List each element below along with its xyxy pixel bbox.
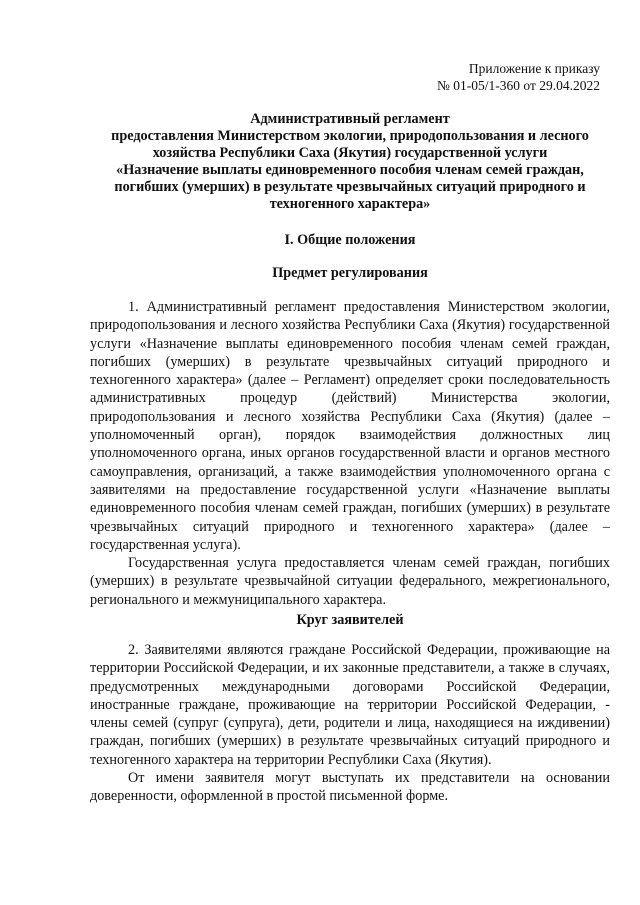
annex-line-2: № 01-05/1-360 от 29.04.2022 <box>437 78 600 93</box>
paragraph-2: 2. Заявителями являются граждане Российской Федерации, проживающие на территории Российской Федерации, и их законные представители, а также в случаях, предусмотренных международными договорами Российской Федерации, иностранные граждане, проживающие на территории Российской Федерации, - члены семей (супруг (супруга), дети, родители и лица, находящиеся на иждивении) граждан, погибших (умерших) в результате чрезвычайных ситуаций природного и техногенного характера на территории Республики Саха (Якутия). <box>90 642 610 768</box>
annex-reference <box>437 60 600 94</box>
document-page <box>90 0 610 905</box>
title-line-5: погибших (умерших) в результате чрезвычайных ситуаций природного и <box>114 179 586 195</box>
section2-body <box>90 641 610 806</box>
subsection-heading-applicants: Круг заявителей <box>296 612 404 628</box>
section1-body <box>90 298 610 609</box>
paragraph-1-continuation: Государственная услуга предоставляется членам семей граждан, погибших (умерших) в результате чрезвычайной ситуации федерального, межрегионального, регионального и межмуниципального характера. <box>90 555 610 608</box>
subsection-heading-subject: Предмет регулирования <box>272 265 428 281</box>
title-line-1: Административный регламент <box>250 111 450 127</box>
section-heading-general: I. Общие положения <box>284 232 416 248</box>
paragraph-1: 1. Административный регламент предоставления Министерством экологии, природопользования и лесного хозяйства Республики Саха (Якутия) государственной услуги «Назначение выплаты единовременного пособия членам семей граждан, погибших (умерших) в результате чрезвычайных ситуаций природного и техногенного характера» (далее – Регламент) определяет сроки последовательность административных процедур (действий) Министерства экологии, природопользования и лесного хозяйства Республики Саха (Якутия) (далее – уполномоченный орган), порядок взаимодействия должностных лиц уполномоченного органа, иных органов государственной власти и органов местного самоуправления, организаций, а также взаимодействия уполномоченного органа с заявителями на предоставление государственной услуги «Назначение выплаты единовременного пособия членам семей граждан, погибших (умерших) в результате чрезвычайных ситуаций природного и техногенного характера» (далее – государственная услуга). <box>90 299 610 553</box>
title-line-3: хозяйства Республики Саха (Якутия) государственной услуги <box>152 145 548 161</box>
annex-line-1: Приложение к приказу <box>468 61 600 76</box>
title-line-4: «Назначение выплаты единовременного пособия членам семей граждан, <box>116 162 584 178</box>
title-line-2: предоставления Министерством экологии, природопользования и лесного <box>111 128 589 144</box>
paragraph-2-continuation: От имени заявителя могут выступать их представители на основании доверенности, оформленной в простой письменной форме. <box>90 770 610 805</box>
document-title <box>90 111 610 213</box>
title-line-6: техногенного характера» <box>269 196 431 212</box>
